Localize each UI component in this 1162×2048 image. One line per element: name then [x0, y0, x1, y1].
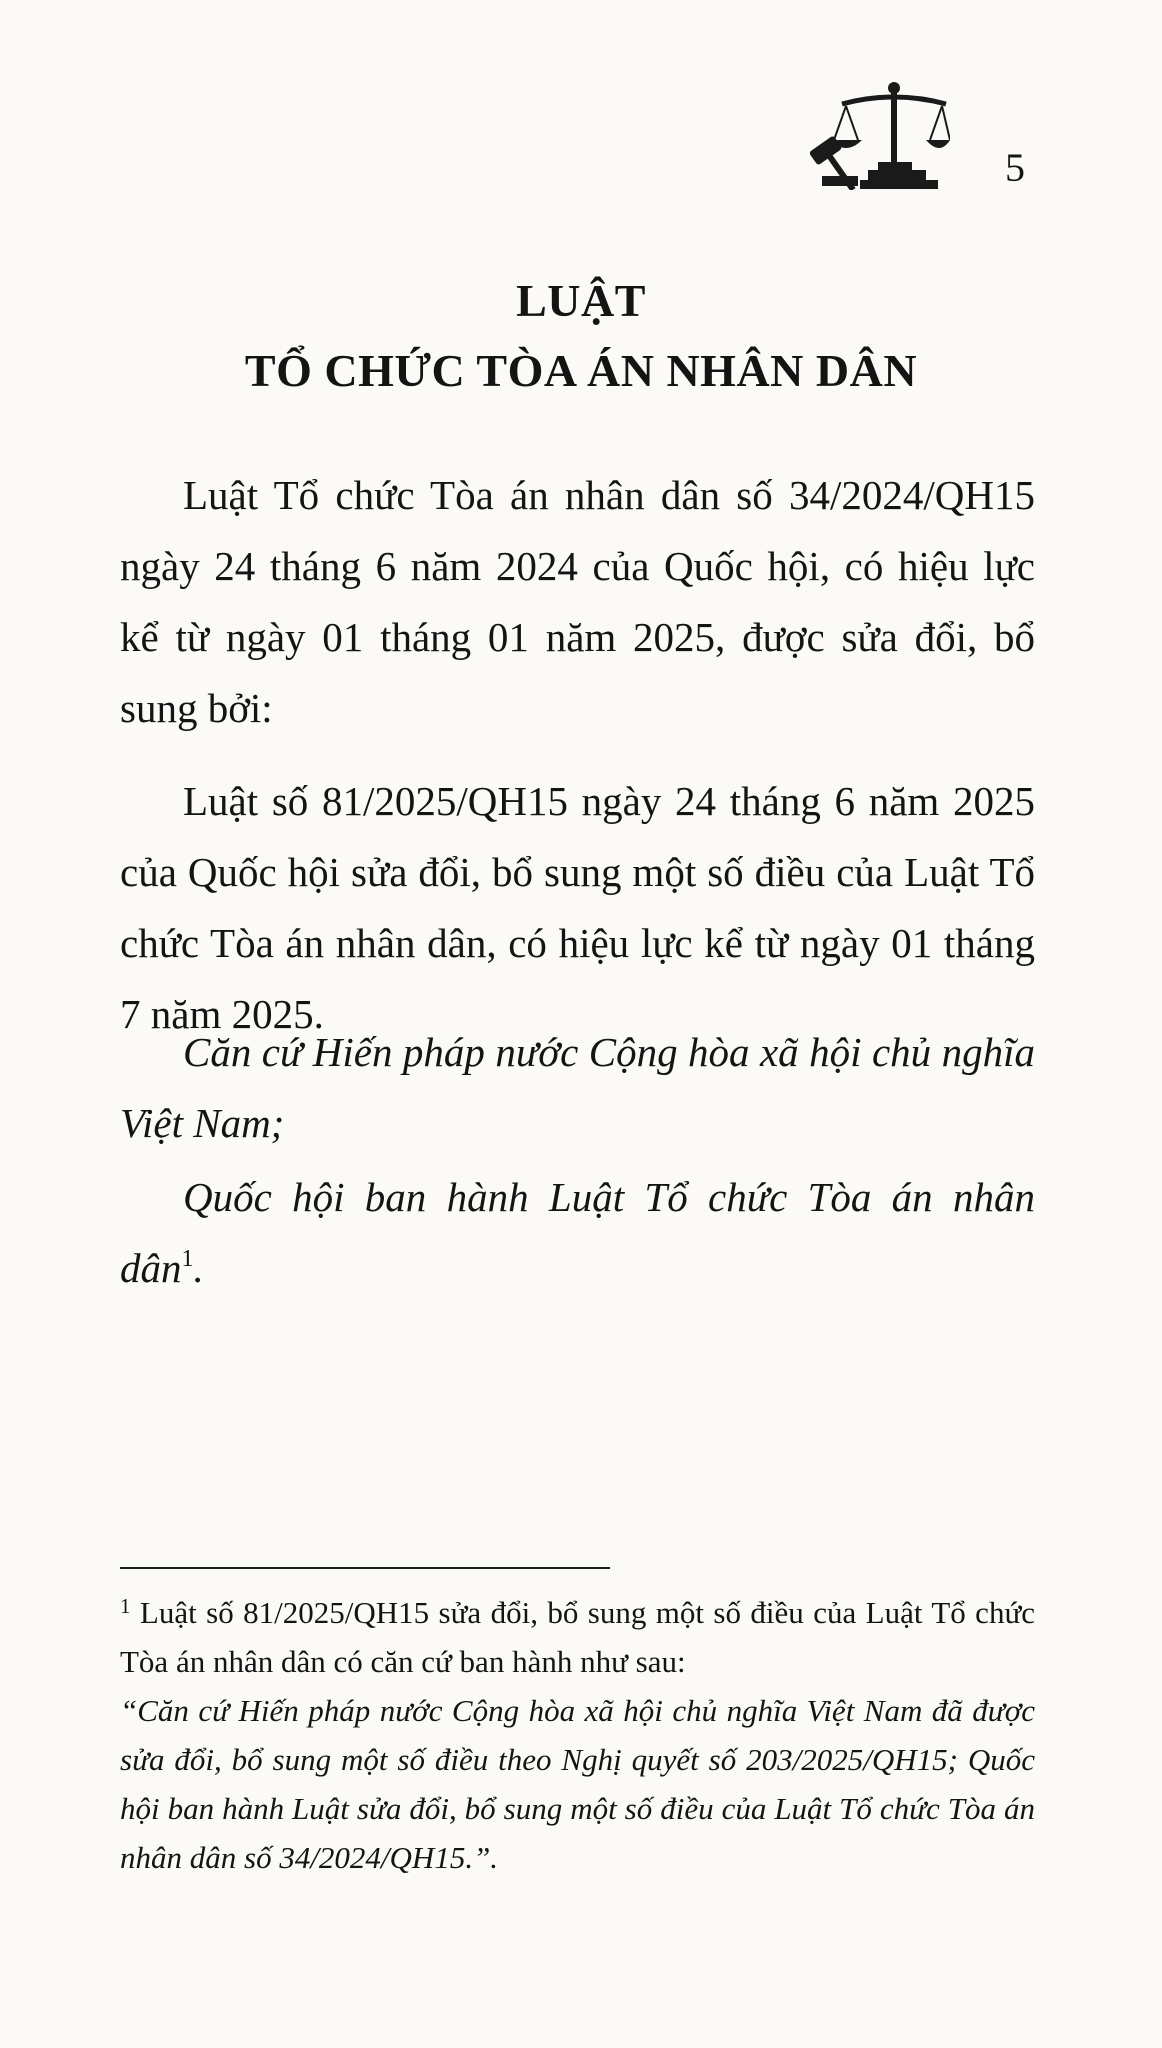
footnote-quote: “Căn cứ Hiến pháp nước Cộng hòa xã hội chủ nghĩa Việt Nam đã được sửa đổi, bổ sung một số điều theo Nghị quyết số 203/2025/QH15; Quốc hội ban hành Luật sửa đổi, bổ sung một số điều của Luật Tổ chức Tòa án nhân dân số 34/2024/QH15.”.: [120, 1693, 1035, 1875]
enactment-line: [120, 1162, 1035, 1304]
legal-basis: Căn cứ Hiến pháp nước Cộng hòa xã hội chủ nghĩa Việt Nam;: [120, 1029, 1035, 1146]
amendment-paragraph: Luật số 81/2025/QH15 ngày 24 tháng 6 năm 2025 của Quốc hội sửa đổi, bổ sung một số điều của Luật Tổ chức Tòa án nhân dân, có hiệu lực kể từ ngày 01 tháng 7 năm 2025.: [120, 778, 1035, 1037]
page-title: LUẬT: [516, 275, 646, 326]
page-number: 5: [1005, 145, 1025, 190]
enactment-end: .: [193, 1245, 204, 1291]
page-subtitle: TỔ CHỨC TÒA ÁN NHÂN DÂN: [244, 345, 918, 396]
footnote-reference: 1: [181, 1246, 194, 1272]
footnote-divider: [120, 1567, 610, 1569]
footnote: [120, 1588, 1035, 1686]
intro-paragraph: Luật Tổ chức Tòa án nhân dân số 34/2024/QH15 ngày 24 tháng 6 năm 2024 của Quốc hội, có hiệu lực kể từ ngày 01 tháng 01 năm 2025, được sửa đổi, bổ sung bởi:: [120, 472, 1035, 731]
scales-and-gavel-icon: [790, 80, 950, 190]
footnote-text: Luật số 81/2025/QH15 sửa đổi, bổ sung một số điều của Luật Tổ chức Tòa án nhân dân có căn cứ ban hành như sau:: [120, 1595, 1036, 1679]
enactment-text: Quốc hội ban hành Luật Tổ chức Tòa án nhân dân: [120, 1174, 1035, 1291]
footnote-number: 1: [120, 1594, 131, 1618]
